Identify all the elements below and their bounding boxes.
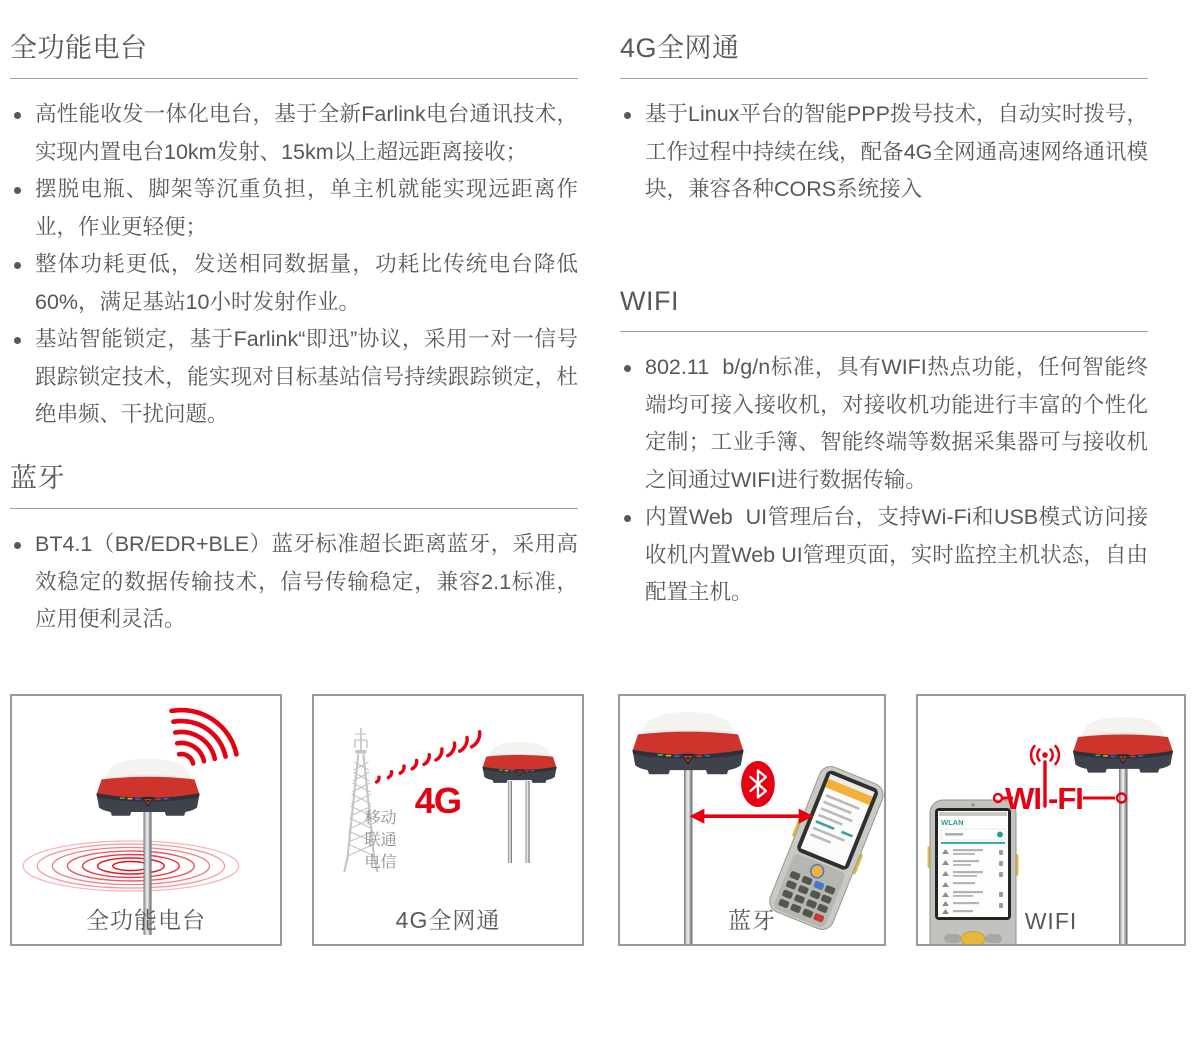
bullet-item: 整体功耗更低，发送相同数据量，功耗比传统电台降低60%，满足基站10小时发射作业。 — [10, 246, 578, 321]
figure-caption: WIFI — [1024, 908, 1078, 934]
figure-caption: 蓝牙 — [728, 907, 776, 933]
section-title-radio: 全功能电台 — [10, 33, 578, 79]
svg-text:WI: WI — [1005, 781, 1041, 816]
svg-text:电信: 电信 — [364, 853, 397, 871]
wlan-screen-title: WLAN — [941, 818, 964, 827]
bidirectional-arrow-icon — [689, 809, 813, 824]
4g-label: 4G — [414, 780, 462, 821]
bluetooth-bullet-list — [10, 526, 578, 639]
figure-radio — [10, 694, 282, 946]
section-wifi — [620, 286, 1148, 612]
receiver-device — [632, 712, 743, 774]
bluetooth-icon — [741, 761, 775, 807]
receiver-device — [482, 742, 556, 783]
bullet-item: BT4.1（BR/EDR+BLE）蓝牙标准超长距离蓝牙，采用高效稳定的数据传输技术，信号传输稳定，兼容2.1标准，应用便利灵活。 — [10, 526, 578, 639]
pole — [508, 781, 512, 863]
bullet-item: 摆脱电瓶、脚架等沉重负担，单主机就能实现远距离作业，作业更轻便； — [10, 171, 578, 246]
right-column — [620, 0, 1148, 690]
pole — [526, 781, 530, 863]
bullet-item: 高性能收发一体化电台，基于全新Farlink电台通讯技术，实现内置电台10km发射、15km以上超远距离接收； — [10, 96, 578, 171]
carrier-labels — [364, 809, 396, 871]
wifi-bullet-list — [620, 349, 1148, 612]
figure-row — [0, 694, 1200, 946]
signal-fan-icon — [376, 732, 482, 783]
svg-text:-FI: -FI — [1048, 781, 1083, 816]
section-title-wifi: WIFI — [620, 286, 1148, 332]
signal-ripples-icon — [23, 841, 239, 891]
radio-waves-icon — [171, 710, 236, 763]
section-bluetooth — [10, 463, 578, 639]
bullet-item: 内置Web UI管理后台，支持Wi-Fi和USB模式访问接收机内置Web UI管理页面，实时监控主机状态，自由配置主机。 — [620, 499, 1148, 612]
section-radio — [10, 33, 578, 434]
section-4g — [620, 33, 1148, 209]
radio-bullet-list — [10, 96, 578, 434]
svg-text:移动: 移动 — [364, 809, 397, 827]
figure-4g — [312, 694, 584, 946]
4g-bullet-list — [620, 96, 1148, 209]
svg-text:联通: 联通 — [364, 831, 397, 849]
left-column — [10, 0, 578, 690]
section-title-4g: 4G全网通 — [620, 33, 1148, 79]
receiver-device — [1073, 717, 1173, 773]
figure-caption: 全功能电台 — [86, 907, 206, 933]
bullet-item: 基于Linux平台的智能PPP拨号技术，自动实时拨号，工作过程中持续在线，配备4G全网通高速网络通讯模块，兼容各种CORS系统接入 — [620, 96, 1148, 209]
cell-tower-icon — [344, 728, 377, 872]
figure-bluetooth — [618, 694, 886, 946]
receiver-device — [96, 759, 199, 816]
bullet-item: 基站智能锁定，基于Farlink“即迅”协议，采用一对一信号跟踪锁定技术，能实现对目标基站信号持续跟踪锁定，杜绝串频、干扰问题。 — [10, 321, 578, 434]
figure-caption: 4G全网通 — [395, 907, 501, 933]
bullet-item: 802.11 b/g/n标准，具有WIFI热点功能，任何智能终端均可接入接收机，对接收机功能进行丰富的个性化定制；工业手簿、智能终端等数据采集器可与接收机之间通过WIFI进行数据传输。 — [620, 349, 1148, 499]
figure-wifi — [916, 694, 1186, 946]
section-title-bluetooth: 蓝牙 — [10, 463, 578, 509]
